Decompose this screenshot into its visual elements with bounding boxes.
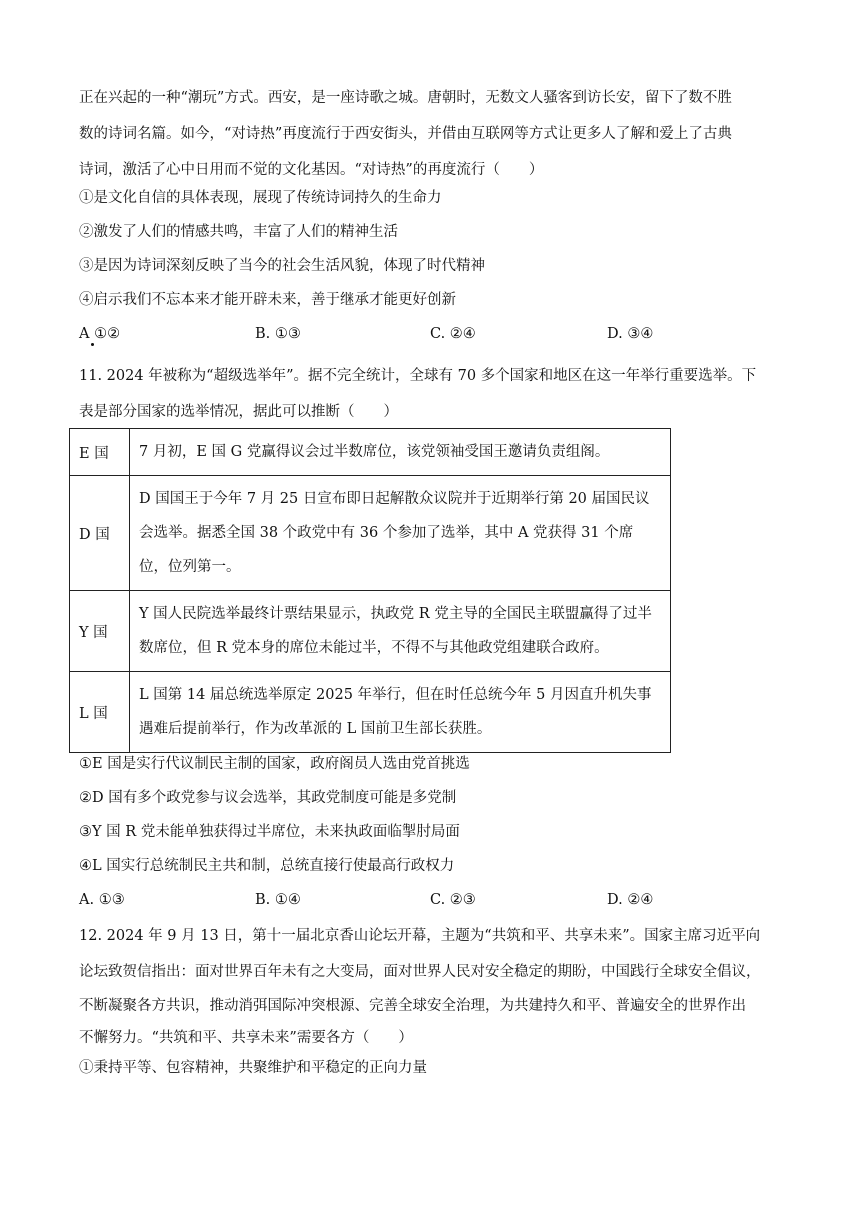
- q12-stem-line-4: 不懈努力。“共筑和平、共享未来”需要各方（ ）: [79, 1030, 413, 1046]
- table-row: [70, 591, 671, 672]
- q11-option-d[interactable]: D. ②④: [607, 892, 654, 908]
- q12-stem-line-1: 12. 2024 年 9 月 13 日，第十一届北京香山论坛开幕，主题为“共筑和平、共享未来”。国家主席习近平向: [79, 928, 761, 944]
- description-cell: [130, 672, 671, 753]
- country-cell: L 国: [70, 672, 130, 753]
- q11-statement-3: ③Y 国 R 党未能单独获得过半席位，未来执政面临掣肘局面: [79, 824, 460, 840]
- q10-option-a[interactable]: A ①②: [79, 326, 121, 342]
- q10-option-c[interactable]: C. ②④: [430, 326, 476, 342]
- q10-stem-line-2: 数的诗词名篇。如今，“对诗热”再度流行于西安街头，并借由互联网等方式让更多人了解和爱上了古典: [79, 126, 732, 142]
- description-cell: [130, 476, 671, 591]
- table-row: [70, 476, 671, 591]
- q12-statement-1: ①秉持平等、包容精神，共聚维护和平稳定的正向力量: [79, 1060, 427, 1076]
- q10-statement-1: ①是文化自信的具体表现，展现了传统诗词持久的生命力: [79, 190, 442, 206]
- q11-option-c[interactable]: C. ②③: [430, 892, 476, 908]
- q11-statement-2: ②D 国有多个政党参与议会选举，其政党制度可能是多党制: [79, 790, 457, 806]
- description-cell: [130, 591, 671, 672]
- q10-option-b[interactable]: B. ①③: [255, 326, 301, 342]
- q11-statement-1: ①E 国是实行代议制民主制的国家，政府阁员人选由党首挑选: [79, 756, 470, 772]
- description-text: L 国第 14 届总统选举原定 2025 年举行，但在时任总统今年 5 月因直升机失事遇难后提前举行，作为改革派的 L 国前卫生部长获胜。: [139, 687, 652, 737]
- q10-options: [79, 324, 781, 344]
- emphasis-dot: [91, 343, 94, 346]
- table-row: [70, 429, 671, 476]
- q11-option-a[interactable]: A. ①③: [79, 892, 125, 908]
- q11-option-b[interactable]: B. ①④: [255, 892, 301, 908]
- country-cell: E 国: [70, 429, 130, 476]
- q10-option-d[interactable]: D. ③④: [607, 326, 654, 342]
- q12-stem-line-3: 不断凝聚各方共识，推动消弭国际冲突根源、完善全球安全治理，为共建持久和平、普遍安全的世界作出: [79, 998, 746, 1014]
- description-text: D 国国王于今年 7 月 25 日宣布即日起解散众议院并于近期举行第 20 届国民议会选举。据悉全国 38 个政党中有 36 个参加了选举，其中 A 党获得 31 个席位，位列第一。: [139, 491, 650, 575]
- description-text: Y 国人民院选举最终计票结果显示，执政党 R 党主导的全国民主联盟赢得了过半数席位，但 R 党本身的席位未能过半，不得不与其他政党组建联合政府。: [139, 606, 652, 656]
- country-cell: Y 国: [70, 591, 130, 672]
- q11-statement-4: ④L 国实行总统制民主共和制，总统直接行使最高行政权力: [79, 858, 455, 874]
- q11-election-table: [69, 428, 671, 753]
- description-cell: [130, 429, 671, 476]
- q10-statement-3: ③是因为诗词深刻反映了当今的社会生活风貌，体现了时代精神: [79, 258, 485, 274]
- q10-statement-2: ②激发了人们的情感共鸣，丰富了人们的精神生活: [79, 224, 398, 240]
- q11-stem-line-1: 11. 2024 年被称为“超级选举年”。据不完全统计，全球有 70 多个国家和地区在这一年举行重要选举。下: [79, 368, 757, 384]
- q11-options: [79, 890, 781, 910]
- q12-stem-line-2: 论坛致贺信指出：面对世界百年未有之大变局，面对世界人民对安全稳定的期盼，中国践行全球安全倡议，: [79, 964, 761, 980]
- q10-stem-line-3: 诗词，激活了心中日用而不觉的文化基因。“对诗热”的再度流行（ ）: [79, 162, 544, 178]
- q10-statement-4: ④启示我们不忘本来才能开辟未来，善于继承才能更好创新: [79, 292, 456, 308]
- country-cell: D 国: [70, 476, 130, 591]
- q11-stem-line-2: 表是部分国家的选举情况，据此可以推断（ ）: [79, 404, 398, 420]
- q10-stem-line-1: 正在兴起的一种“潮玩”方式。西安，是一座诗歌之城。唐朝时，无数文人骚客到访长安，留下了数不胜: [79, 90, 732, 106]
- table-row: [70, 672, 671, 753]
- description-text: 7 月初，E 国 G 党赢得议会过半数席位，该党领袖受国王邀请负责组阁。: [139, 444, 610, 460]
